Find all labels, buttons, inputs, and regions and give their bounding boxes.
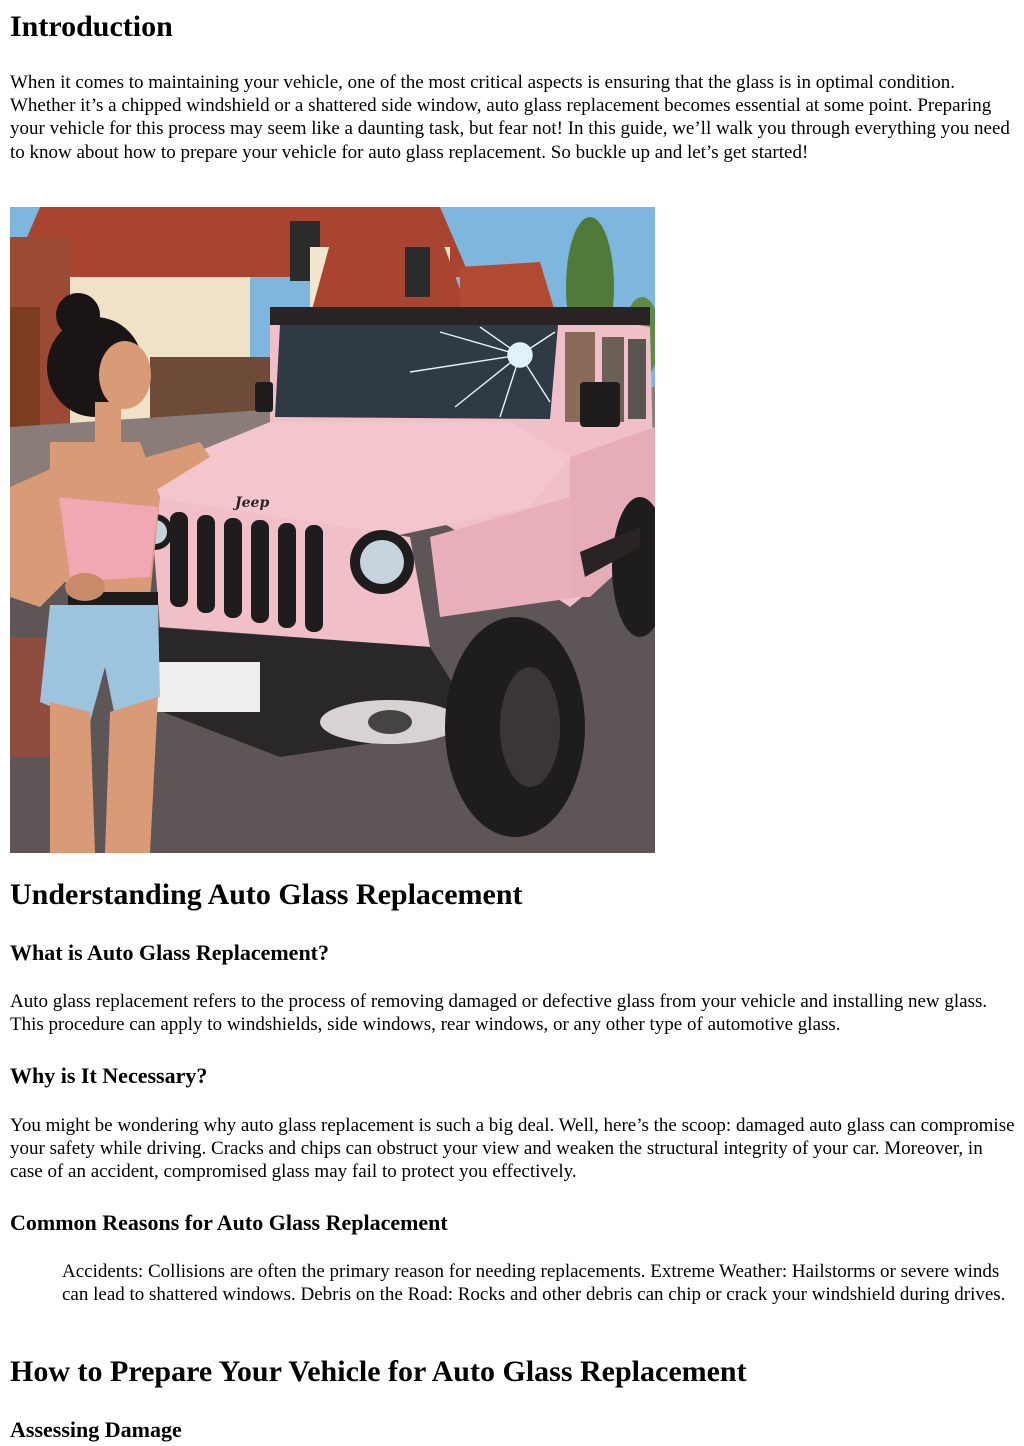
why-paragraph: You might be wondering why auto glass replacement is such a big deal. Well, here’s the scoop: damaged auto glass can compromise your safety while driving. Cracks and chips can obstruct your view and weaken the structural integrity of your car. Moreover, in case of an accident, compromised glass may fail to protect you effectively.: [10, 1115, 1015, 1183]
hero-image: [10, 207, 655, 853]
reasons-blockquote: Accidents: Collisions are often the primary reason for needing replacements. Extreme Weather: Hailstorms or severe winds can lead to shattered windows. Debris on the Road: Rocks and other debris can chip or crack your windshield during drives.: [62, 1261, 1006, 1306]
what-heading: What is Auto Glass Replacement?: [10, 940, 329, 965]
intro-paragraph: When it comes to maintaining your vehicle, one of the most critical aspects is ensuring that the glass is in optimal condition. Whether it’s a chipped windshield or a shattered side window, auto glass replacement becomes essential at some point. Preparing your vehicle for this process may seem like a daunting task, but fear not! In this guide, we’ll walk you through everything you need to know about how to prepare your vehicle for auto glass replacement. So buckle up and let’s get started!: [10, 72, 1010, 163]
jeep-badge: Jeep: [235, 495, 270, 511]
license-plate: [150, 662, 260, 712]
intro-heading: Introduction: [10, 10, 173, 43]
reasons-heading: Common Reasons for Auto Glass Replacement: [10, 1210, 448, 1235]
windshield: [275, 325, 558, 419]
prepare-heading: How to Prepare Your Vehicle for Auto Glass Replacement: [10, 1355, 747, 1388]
what-paragraph: Auto glass replacement refers to the process of removing damaged or defective glass from your vehicle and installing new glass. This procedure can apply to windshields, side windows, rear windows, or any other type of automotive glass.: [10, 991, 988, 1036]
assessing-heading: Assessing Damage: [10, 1417, 182, 1442]
why-heading: Why is It Necessary?: [10, 1063, 208, 1088]
crop-top: [55, 497, 158, 582]
understanding-heading: Understanding Auto Glass Replacement: [10, 878, 523, 911]
